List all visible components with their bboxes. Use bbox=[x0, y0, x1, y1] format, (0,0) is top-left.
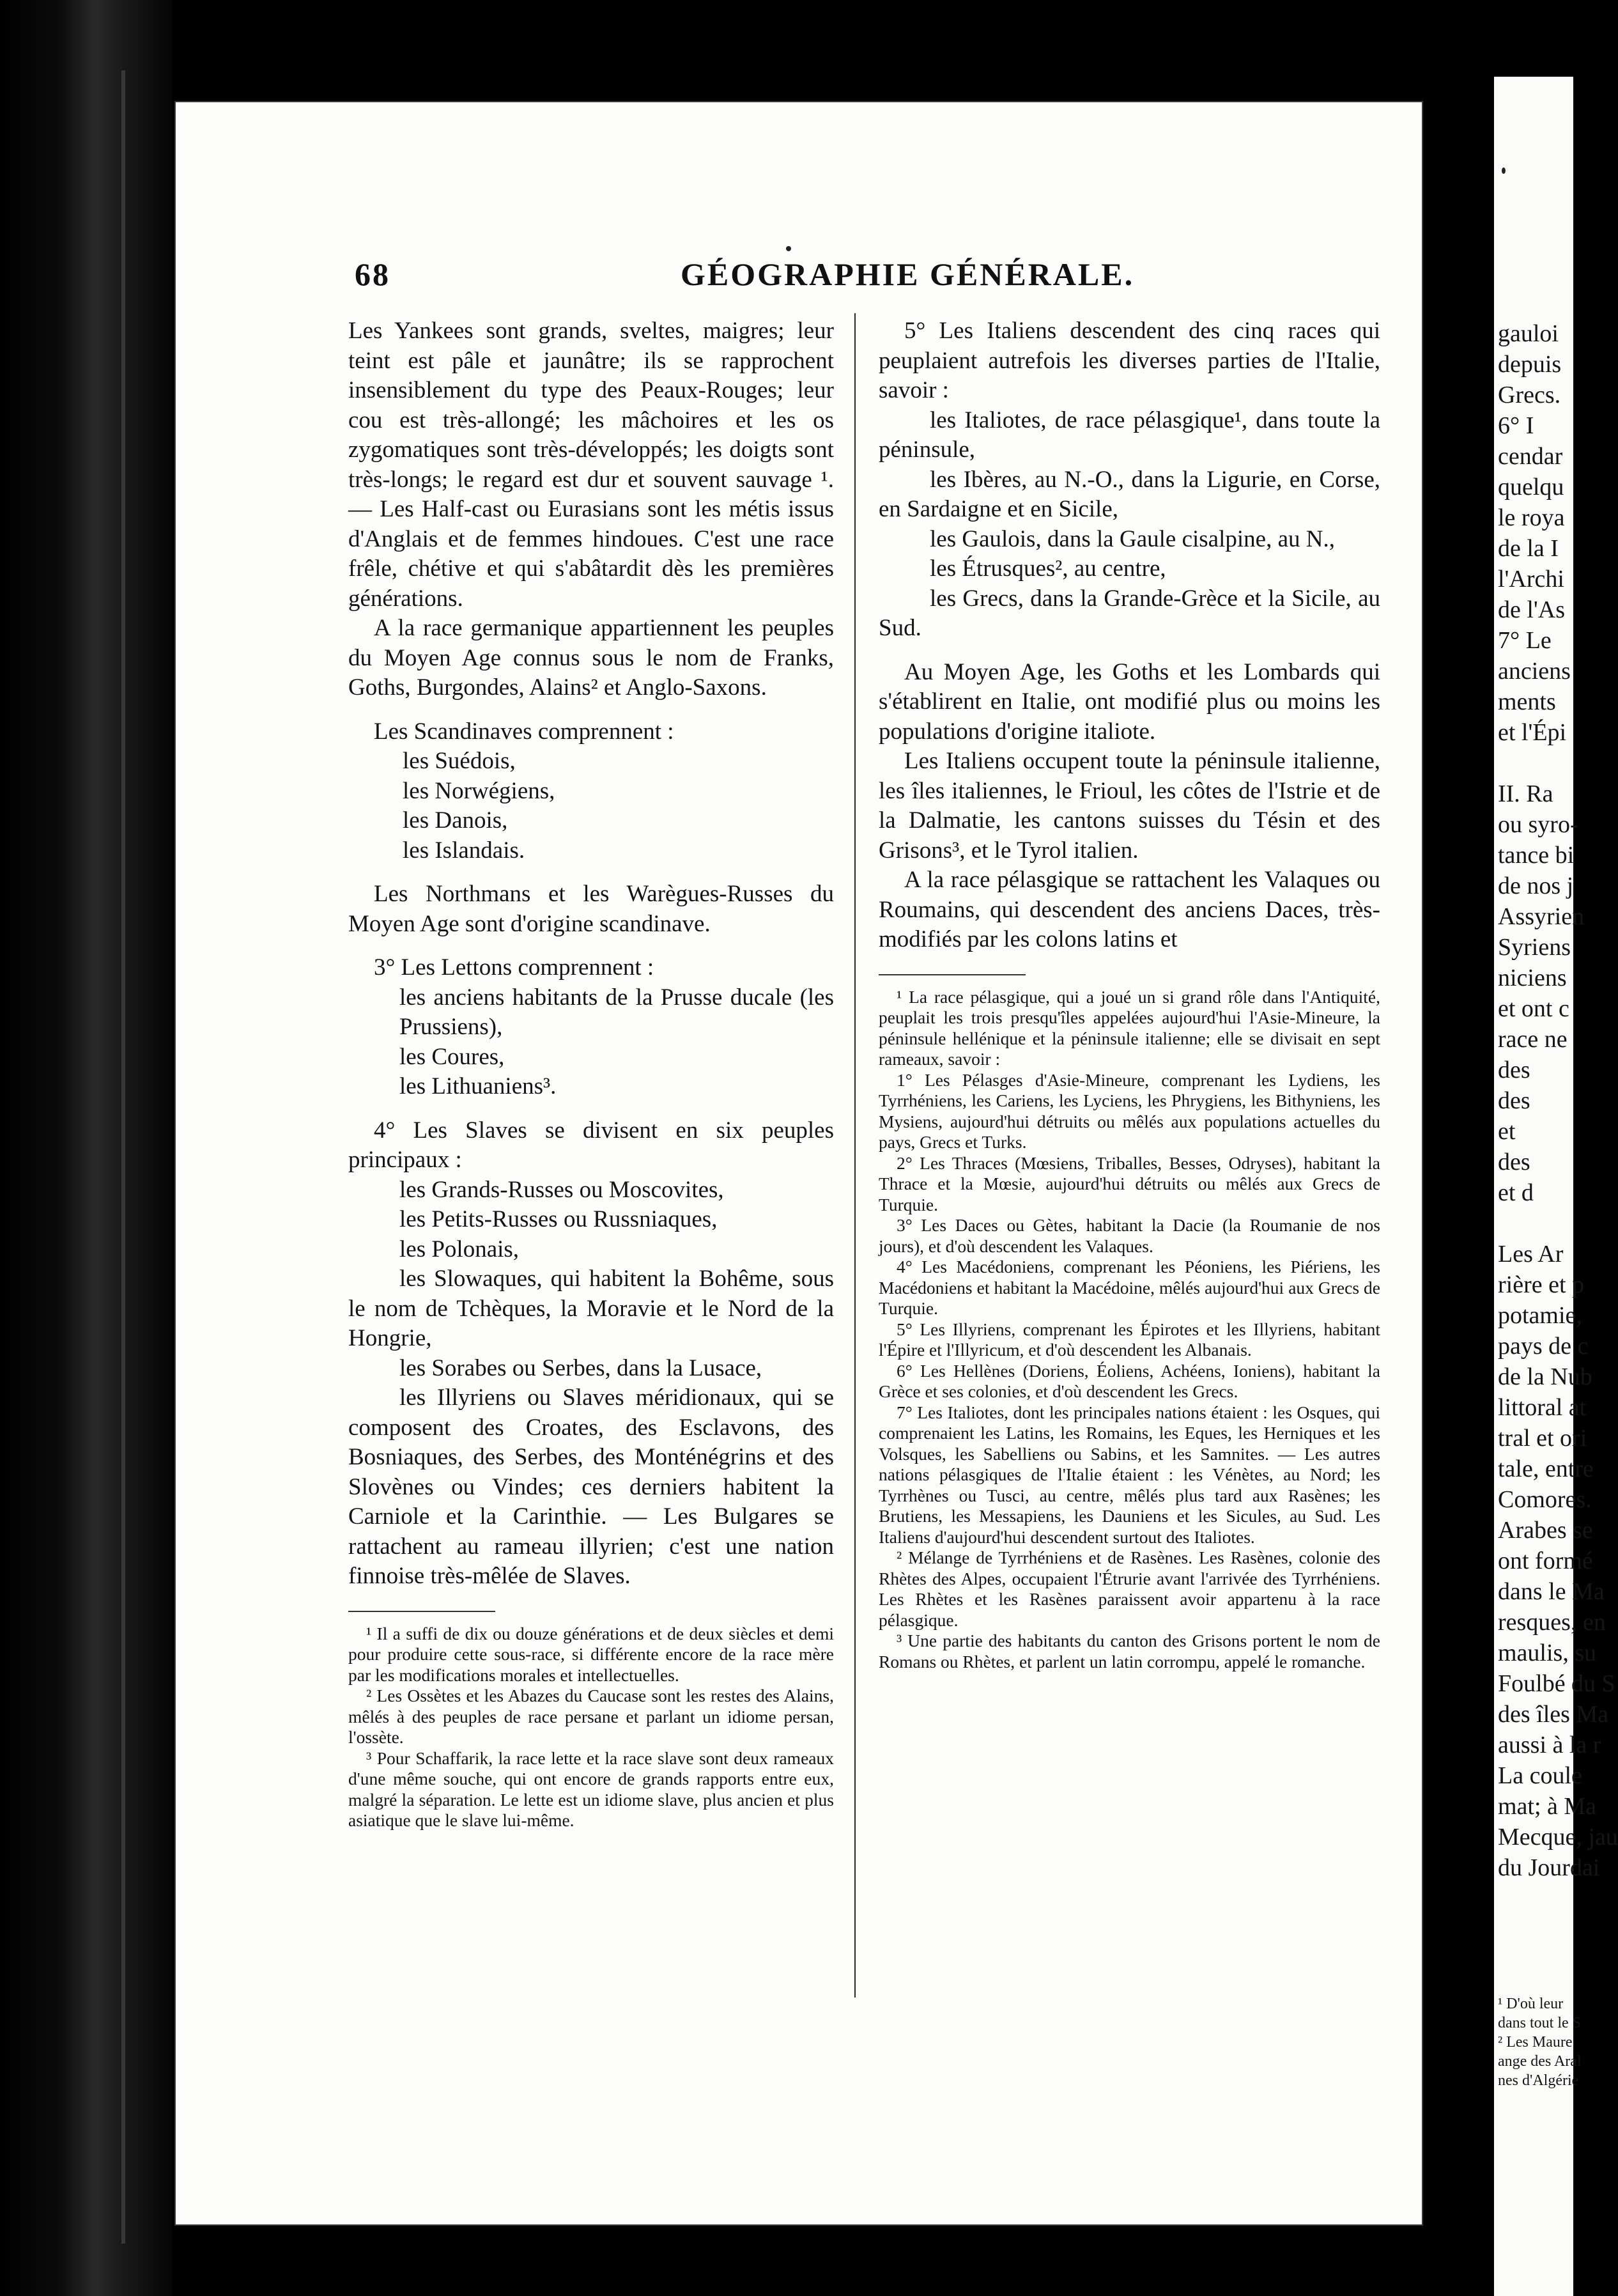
list-item: les Grecs, dans la Grande-Grèce et la Sicile, au Sud. bbox=[879, 585, 1380, 641]
list-item: les anciens habitants de la Prusse ducale (les Prussiens), bbox=[399, 984, 834, 1040]
list-item: les Norwégiens, bbox=[403, 777, 555, 804]
section-heading: 3° Les Lettons comprennent : bbox=[374, 954, 654, 981]
list-item: les Suédois, bbox=[403, 748, 516, 774]
list-item: les Danois, bbox=[403, 807, 508, 834]
spacer bbox=[348, 703, 834, 717]
list-item: les Petits-Russes ou Russniaques, bbox=[399, 1206, 718, 1232]
footnote: 6° Les Hellènes (Doriens, Éoliens, Achéens, Ioniens), habitant la Grèce et ses colonies, et d'où descendent les Grecs. bbox=[879, 1360, 1380, 1401]
next-page-text bbox=[1494, 318, 1618, 1883]
next-page-line: mat; à Ma bbox=[1498, 1793, 1597, 1820]
paragraph: Au Moyen Age, les Goths et les Lombards qui s'établirent en Italie, ont modifié plus ou moins les populations d'origine italiote. bbox=[879, 658, 1380, 745]
footnote: 5° Les Illyriens, comprenant les Épirotes et les Illyriens, habitant l'Épire et l'Illyricum, et d'où descendent les Albanais. bbox=[879, 1319, 1380, 1360]
next-page-edge bbox=[1494, 77, 1618, 2296]
next-page-line: ont formé bbox=[1498, 1547, 1593, 1574]
page-header bbox=[176, 256, 1422, 294]
page-number: 68 bbox=[355, 256, 390, 292]
footnote: ¹ Il a suffi de dix ou douze générations et de deux siècles et demi pour produire cette sous-race, si différente encore de la race mère par les modifications morales et intellectuelles. bbox=[348, 1623, 834, 1685]
spacer bbox=[348, 1102, 834, 1116]
next-page-line: tral et ori bbox=[1498, 1425, 1587, 1452]
next-page-line: des îles Ma bbox=[1498, 1701, 1609, 1728]
next-page-line: Grecs. bbox=[1498, 382, 1561, 408]
list-item: les Sorabes ou Serbes, dans la Lusace, bbox=[399, 1354, 762, 1381]
footnote: ³ Pour Schaffarik, la race lette et la race slave sont deux rameaux d'une même souche, qui ont encore de grands rapports entre eux, malgré la séparation. Le lette est un idiome slave, plus ancien et plus asiatique que le slave lui-même. bbox=[348, 1748, 834, 1830]
next-page-line: Syriens bbox=[1498, 934, 1571, 961]
spacer bbox=[348, 939, 834, 953]
next-page-note: ¹ D'où leur bbox=[1498, 1996, 1564, 2012]
list-item: les Islandais. bbox=[403, 837, 525, 864]
footnote: ² Mélange de Tyrrhéniens et de Rasènes. Les Rasènes, colonie des Rhètes des Alpes, occupaient l'Étrurie avant l'arrivée des Tyrrhéniens. Les Rhètes et les Rasènes paraissent avoir appartenu à la race pélasgique. bbox=[879, 1547, 1380, 1630]
next-page-notes bbox=[1494, 1994, 1582, 2090]
next-page-line: ou syro- bbox=[1498, 811, 1578, 838]
list-item: les Italiotes, de race pélasgique¹, dans toute la péninsule, bbox=[879, 407, 1380, 463]
next-page-line: tale, entre bbox=[1498, 1455, 1594, 1482]
book-binding bbox=[0, 0, 173, 2296]
list-item: les Gaulois, dans la Gaule cisalpine, au N., bbox=[930, 525, 1335, 552]
next-page-line: du Jourdai bbox=[1498, 1854, 1600, 1881]
next-page-line: littoral at bbox=[1498, 1394, 1587, 1421]
next-page-line: pays de c bbox=[1498, 1333, 1589, 1360]
next-page-line: Assyrien bbox=[1498, 903, 1585, 930]
next-page-line: Mecque, jau bbox=[1498, 1824, 1618, 1850]
next-page-line: ments bbox=[1498, 688, 1556, 715]
next-page-line: La coule bbox=[1498, 1762, 1582, 1789]
next-page-line: 7° Le bbox=[1498, 627, 1552, 654]
paragraph: Les Yankees sont grands, sveltes, maigres; leur teint est pâle et jaunâtre; ils se rapprochent insensiblement du type des Peaux-Rouges; leur cou est très-allongé; les mâchoires et les os zygomatiques sont très-développés; les doigts sont très-longs; le regard est dur et souvent sauvage ¹. — Les Half-cast ou Eurasians sont les métis issus d'Anglais et de femmes hindoues. C'est une race frêle, chétive et qui s'abâtardit dès les premières générations. bbox=[348, 318, 834, 612]
footnote: ³ Une partie des habitants du canton des Grisons portent le nom de Romans ou Rhètes, et parlent un latin corrompu, appelé le romanche. bbox=[879, 1631, 1380, 1672]
list-item: les Coures, bbox=[399, 1043, 505, 1070]
next-page-line: de nos j bbox=[1498, 873, 1574, 899]
footnote: 7° Les Italiotes, dont les principales nations étaient : les Osques, qui comprenaient les Latins, les Romains, les Eques, les Herniques et les Volsques, les Sabelliens ou Sabins, et les Samnites. — Les autres nations pélasgiques de l'Italie étaient : les Vénètes, au Nord; les Tyrrhènes ou Tusci, au centre, mêlés plus tard aux Rasènes; les Brutiens, les Messapiens, les Dauniens et les Sicules, au Sud. Les Italiens d'aujourd'hui descendent surtout des Italiotes. bbox=[879, 1402, 1380, 1547]
next-page-note: ange des Aral bbox=[1498, 2053, 1582, 2070]
italiens-list bbox=[879, 406, 1380, 644]
right-column bbox=[879, 316, 1380, 1672]
next-page-line: et d bbox=[1498, 1179, 1534, 1206]
paragraph: A la race germanique appartiennent les peuples du Moyen Age connus sous le nom de Franks, Goths, Burgondes, Alains² et Anglo-Saxons. bbox=[348, 615, 834, 701]
next-page-line bbox=[1494, 748, 1618, 779]
footnote: 1° Les Pélasges d'Asie-Mineure, comprenant les Lydiens, les Tyrrhéniens, les Cariens, les Lyciens, les Phrygiens, les Bithyniens, les Mysiens, aujourd'hui détruits ou mêlés aux populations actuelles du pays, Grecs et Turks. bbox=[879, 1069, 1380, 1152]
next-page-line: aussi à la r bbox=[1498, 1732, 1601, 1758]
next-page-line: cendar bbox=[1498, 443, 1563, 470]
running-title: GÉOGRAPHIE GÉNÉRALE. bbox=[681, 256, 1135, 292]
next-page-line: niciens bbox=[1498, 965, 1567, 991]
next-page-line: maulis, su bbox=[1498, 1640, 1597, 1666]
next-page-line: et l'Épi bbox=[1498, 719, 1567, 746]
list-item: les Étrusques², au centre, bbox=[930, 555, 1166, 582]
footnote: ¹ La race pélasgique, qui a joué un si grand rôle dans l'Antiquité, peuplait les trois presqu'îles appelées aujourd'hui l'Asie-Mineure, la péninsule hellénique et la péninsule italienne; elle se divisait en sept rameaux, savoir : bbox=[879, 986, 1380, 1069]
next-page-line bbox=[1494, 1208, 1618, 1239]
next-page-line: potamie, bbox=[1498, 1302, 1582, 1329]
list-item: les Illyriens ou Slaves méridionaux, qui se composent des Croates, des Esclavons, des Bosniaques, des Serbes, des Monténégrins et des Slovènes ou Vindes; ces derniers habitent la Carniole et la Carinthie. — Les Bulgares se rattachent au rameau illyrien; c'est une nation finnoise très-mêlée de Slaves. bbox=[348, 1385, 834, 1589]
footnote: 3° Les Daces ou Gètes, habitant la Dacie (la Roumanie de nos jours), et d'où descendent les Valaques. bbox=[879, 1215, 1380, 1256]
next-page-line: dans le Ma bbox=[1498, 1578, 1605, 1605]
next-page-line: quelqu bbox=[1498, 474, 1564, 500]
next-page-note: ² Les Maure bbox=[1498, 2034, 1573, 2051]
paragraph: Les Italiens occupent toute la péninsule italienne, les îles italiennes, le Frioul, les côtes de l'Istrie et de la Dalmatie, les cantons suisses du Tésin et des Grisons³, et le Tyrol italien. bbox=[879, 748, 1380, 864]
next-page-note: dans tout le S bbox=[1498, 2015, 1581, 2031]
paragraph: Les Northmans et les Warègues-Russes du Moyen Age sont d'origine scandinave. bbox=[348, 881, 834, 937]
list-item: les Ibères, au N.-O., dans la Ligurie, en Corse, en Sardaigne et en Sicile, bbox=[879, 466, 1380, 522]
footnote-rule bbox=[879, 974, 1026, 975]
next-page-line: des bbox=[1498, 1149, 1530, 1175]
left-column bbox=[348, 316, 834, 1831]
next-page-line: de l'As bbox=[1498, 596, 1566, 623]
next-page-line: Arabes se bbox=[1498, 1517, 1593, 1544]
next-page-line: l'Archi bbox=[1498, 566, 1564, 593]
scan-speck bbox=[1502, 167, 1506, 174]
spacer bbox=[879, 644, 1380, 658]
next-page-line: tance bi bbox=[1498, 842, 1575, 869]
scan-speck bbox=[786, 246, 791, 251]
slaves-list bbox=[348, 1175, 834, 1592]
next-page-line: 6° I bbox=[1498, 412, 1534, 439]
list-item: les Grands-Russes ou Moscovites, bbox=[399, 1176, 724, 1203]
next-page-line: des bbox=[1498, 1057, 1530, 1083]
paragraph: Les Scandinaves comprennent : bbox=[374, 718, 674, 745]
next-page-line: le roya bbox=[1498, 504, 1565, 531]
footnote: 4° Les Macédoniens, comprenant les Péoniens, les Piériens, les Macédoniens et habitant la Macédoine, mêlés aujourd'hui aux Grecs de Turquie. bbox=[879, 1257, 1380, 1318]
next-page-line: Les Ar bbox=[1498, 1241, 1564, 1268]
next-page-line: resques, en bbox=[1498, 1609, 1606, 1636]
next-page-note: nes d'Algérie bbox=[1498, 2072, 1579, 2089]
next-page-line: rière et p bbox=[1498, 1271, 1585, 1298]
footnote: ² Les Ossètes et les Abazes du Caucase sont les restes des Alains, mêlés à des peuples de race persane et parlant un idiome persan, l'ossète. bbox=[348, 1686, 834, 1747]
list-item: les Polonais, bbox=[399, 1236, 520, 1262]
next-page-line: anciens bbox=[1498, 658, 1571, 685]
footnote: 2° Les Thraces (Mœsiens, Triballes, Besses, Odryses), habitant la Thrace et la Mœsie, aujourd'hui détruits ou mêlés aux Grecs de Turquie. bbox=[879, 1152, 1380, 1214]
next-page-line: depuis bbox=[1498, 351, 1562, 378]
section-heading: 5° Les Italiens descendent des cinq races qui peuplaient autrefois les diverses parties de l'Italie, savoir : bbox=[879, 318, 1380, 403]
next-page-line: et ont c bbox=[1498, 995, 1569, 1022]
next-page-line: de la Nub bbox=[1498, 1363, 1592, 1390]
next-page-line: Comores. bbox=[1498, 1486, 1592, 1513]
scandinaves-list bbox=[348, 747, 834, 865]
next-page-line: gauloi bbox=[1498, 320, 1559, 347]
footnote-rule bbox=[348, 1611, 495, 1612]
next-page-line: de la I bbox=[1498, 535, 1559, 562]
list-item: les Slowaques, qui habitent la Bohême, sous le nom de Tchèques, la Moravie et le Nord de la Hongrie, bbox=[348, 1266, 834, 1351]
paragraph: A la race pélasgique se rattachent les Valaques ou Roumains, qui descendent des anciens Daces, très-modifiés par les colons latins et bbox=[879, 867, 1380, 952]
next-page-line: race ne bbox=[1498, 1026, 1568, 1053]
next-page-line: des bbox=[1498, 1087, 1530, 1114]
column-rule bbox=[854, 313, 856, 1997]
section-heading: 4° Les Slaves se divisent en six peuples principaux : bbox=[348, 1117, 834, 1173]
next-page-line: Foulbé du S bbox=[1498, 1670, 1615, 1697]
next-page-line: II. Ra bbox=[1498, 780, 1553, 807]
spacer bbox=[348, 865, 834, 880]
next-page-line: et bbox=[1498, 1118, 1516, 1145]
lettons-list bbox=[348, 983, 834, 1102]
list-item: les Lithuaniens³. bbox=[399, 1073, 557, 1099]
